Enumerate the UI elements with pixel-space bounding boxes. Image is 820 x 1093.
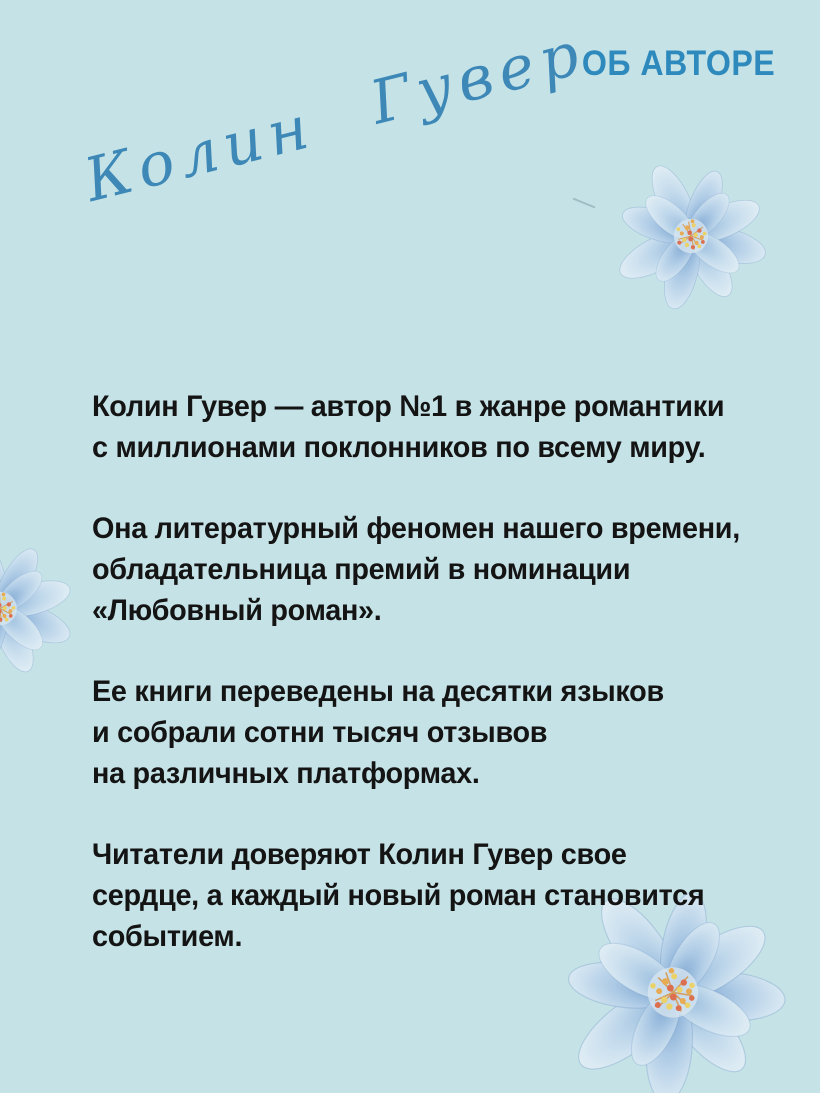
- bio-line: Читатели доверяют Колин Гувер свое: [92, 838, 627, 871]
- bio-line: событием.: [92, 920, 243, 953]
- signature-word-first: Колин: [78, 91, 322, 216]
- author-bio-text: [92, 346, 764, 997]
- bio-line: сердце, а каждый новый роман становится: [92, 879, 705, 912]
- bio-line: «Любовный роман».: [92, 594, 382, 627]
- bio-line: на различных платформах.: [92, 757, 480, 790]
- faint-scratch-mark: [572, 198, 595, 209]
- bio-line: с миллионами поклонников по всему миру.: [92, 431, 706, 464]
- signature-word-last: Гувер: [363, 17, 593, 139]
- bio-line: Она литературный феномен нашего времени,: [92, 512, 740, 545]
- page-title: ОБ АВТОРЕ: [581, 44, 775, 83]
- bio-line: и собрали сотни тысяч отзывов: [92, 716, 548, 749]
- blue-flower-icon: [597, 149, 784, 322]
- author-signature: [78, 17, 594, 216]
- blue-flower-icon: [0, 514, 100, 703]
- bio-line: Колин Гувер — автор №1 в жанре романтики: [92, 390, 725, 423]
- bio-line: обладательница премий в номинации: [92, 553, 631, 586]
- bio-line: Ее книги переведены на десятки языков: [92, 675, 664, 708]
